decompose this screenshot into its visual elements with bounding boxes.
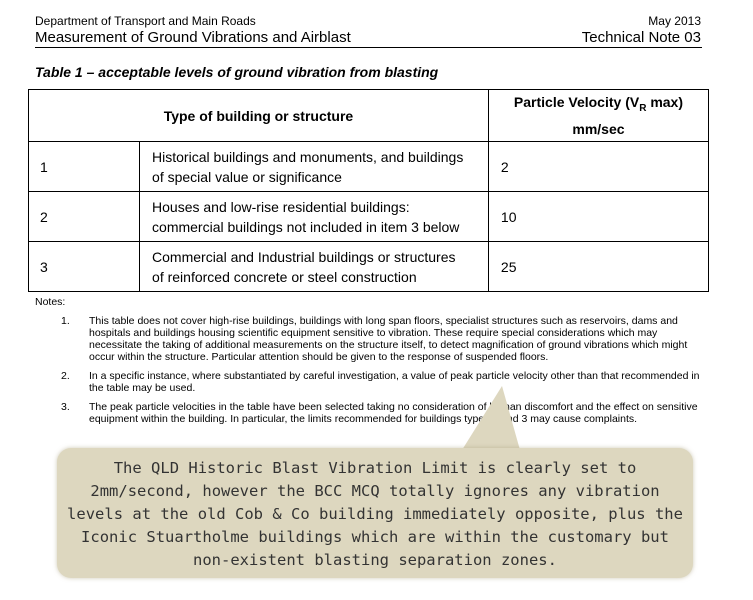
notes-section [35,296,705,425]
building-type-line: of reinforced concrete or steel construction [152,268,417,285]
document-date: May 2013 [648,14,701,28]
type-column-header: Type of building or structure [29,90,489,142]
note-number: 2. [61,370,70,382]
notes-label: Notes: [35,296,66,308]
note-item [35,370,705,394]
velocity-column-header [488,90,708,142]
building-type-line: Houses and low-rise residential buildings: [152,198,410,215]
document-header [35,14,701,46]
building-type-line: Historical buildings and monuments, and buildings [152,148,464,165]
velocity-value: 10 [488,192,708,242]
row-number: 1 [29,142,140,192]
velocity-header-subscript: R [639,102,647,114]
building-type-line: Commercial and Industrial buildings or structures [152,248,456,265]
building-type-line: commercial buildings not included in item 3 below [152,218,460,235]
callout-box [57,448,693,578]
note-text: The peak particle velocities in the table have been selected taking no consideration of human discomfort and the effect on sensitive equipment within the building. In particular, the limits recommended for buildings types 2 and 3 may cause complaints. [89,401,698,425]
table-row [29,242,709,292]
note-number: 1. [61,315,70,327]
velocity-value: 2 [488,142,708,192]
building-type [140,242,489,292]
building-type-line: of special value or significance [152,168,342,185]
note-item [35,401,705,425]
callout-pointer [462,386,520,450]
velocity-unit: mm/sec [572,120,625,137]
technical-note-id: Technical Note 03 [581,29,701,46]
table-row [29,142,709,192]
table-title: Table 1 – acceptable levels of ground vibration from blasting [35,64,439,80]
building-type [140,142,489,192]
note-item [35,315,705,363]
table-row [29,192,709,242]
row-number: 3 [29,242,140,292]
row-number: 2 [29,192,140,242]
velocity-header-text-end: max) [646,94,684,111]
note-number: 3. [61,401,70,413]
building-type [140,192,489,242]
callout-text: The QLD Historic Blast Vibration Limit is clearly set to 2mm/second, however the BCC MCQ totally ignores any vibration levels at the old Cob & Co building immediately opposite, plus the Iconic Stuartholme buildings which are within the customary but non-existent blasting separation zones. [67,459,683,569]
note-text: In a specific instance, where substantiated by careful investigation, a value of peak particle velocity other than that recommended in the table may be used. [89,370,700,394]
document-title: Measurement of Ground Vibrations and Airblast [35,29,351,46]
table-header-row [29,90,709,142]
note-text: This table does not cover high-rise buildings, buildings with long span floors, specialist structures such as reservoirs, dams and hospitals and buildings housing scientific equipment sensitive to vibration. These require special considerations which may necessitate the taking of additional measurements on the structure itself, to detect magnification of ground vibrations which might occur within the structure. Particular attention should be given to the response of suspended floors. [89,315,688,363]
vibration-limits-table [28,89,709,292]
velocity-value: 25 [488,242,708,292]
velocity-header-text: Particle Velocity (V [513,94,640,111]
department-name: Department of Transport and Main Roads [35,14,256,28]
header-divider [35,47,702,48]
